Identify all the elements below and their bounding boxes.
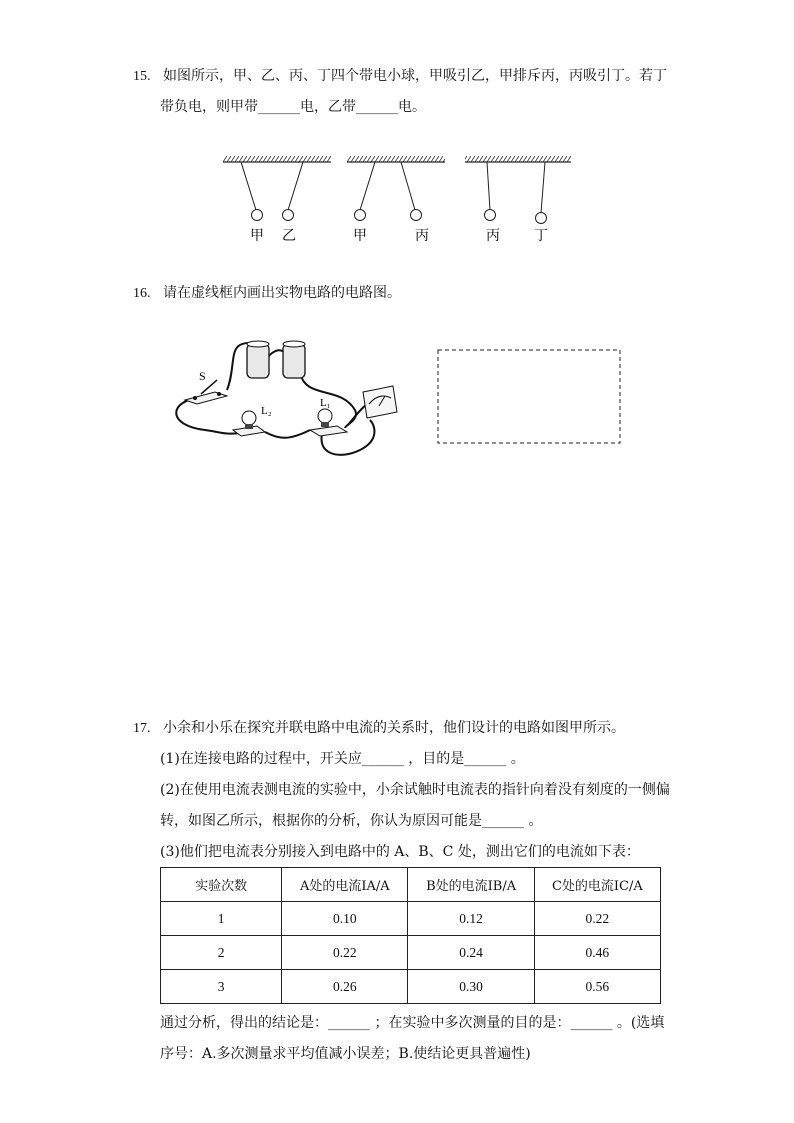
current-table xyxy=(160,867,661,1004)
table-header: A处的电流IA/A xyxy=(282,868,408,902)
table-cell: 0.56 xyxy=(534,970,660,1004)
table-cell: 1 xyxy=(161,902,282,936)
q17-number: 17. xyxy=(133,721,151,736)
label-jia-2: 甲 xyxy=(353,228,367,244)
q15-figure xyxy=(215,150,585,250)
table-row xyxy=(161,936,661,970)
table-row xyxy=(161,970,661,1004)
bulb-l2 xyxy=(242,411,256,425)
table-header-row xyxy=(161,868,661,902)
thread-bing-2 xyxy=(487,162,490,210)
q15-line2: 带负电，则甲带______电，乙带______电。 xyxy=(160,99,426,115)
table-cell: 0.22 xyxy=(282,936,408,970)
table-row xyxy=(161,902,661,936)
table-header: 实验次数 xyxy=(161,868,282,902)
ball-bing-2 xyxy=(485,210,496,221)
label-ding: 丁 xyxy=(534,228,548,244)
q17-line xyxy=(133,718,625,739)
wire xyxy=(176,398,240,434)
q15-line1 xyxy=(133,66,667,87)
ball-bing-1 xyxy=(411,210,422,221)
q17-p2a: (2)在使用电流表测电流的实验中，小余试触时电流表的指针向着没有刻度的一侧偏 xyxy=(160,782,670,798)
bulb-l1-base xyxy=(310,426,347,436)
label-bing-1: 丙 xyxy=(415,228,429,244)
wire xyxy=(265,430,310,438)
thread-ding xyxy=(541,162,545,213)
label-bing-2: 丙 xyxy=(486,228,500,244)
switch-label: S xyxy=(199,369,206,383)
bulb-l1-label: L₁ xyxy=(320,397,331,409)
bulb-l2-label: L₂ xyxy=(261,405,272,417)
q16-line xyxy=(133,283,401,304)
table-cell: 0.22 xyxy=(534,902,660,936)
table-header: C处的电流IC/A xyxy=(534,868,660,902)
q17-conclusion2: 序号：A.多次测量求平均值减小误差；B.使结论更具普遍性) xyxy=(160,1046,531,1062)
thread-bing-1 xyxy=(401,162,415,210)
battery-2 xyxy=(283,344,305,378)
q17-intro: 小余和小乐在探究并联电路中电流的关系时，他们设计的电路如图甲所示。 xyxy=(162,720,625,736)
table-cell: 0.26 xyxy=(282,970,408,1004)
ball-jia-1 xyxy=(252,210,263,221)
q17-p2b: 转，如图乙所示，根据你的分析，你认为原因可能是______ 。 xyxy=(160,813,543,829)
q17-p3: (3)他们把电流表分别接入到电路中的 A、B、C 处，测出它们的电流如下表： xyxy=(160,844,640,860)
bulb-l1 xyxy=(318,409,332,423)
thread-jia-1 xyxy=(241,162,256,210)
q16-text: 请在虚线框内画出实物电路的电路图。 xyxy=(162,285,401,301)
q16-number: 16. xyxy=(133,286,151,301)
ceiling-3 xyxy=(465,156,571,162)
thread-yi xyxy=(288,162,303,210)
ceiling-1 xyxy=(223,156,331,162)
table-cell: 2 xyxy=(161,936,282,970)
q15-text-line1: 如图所示，甲、乙、丙、丁四个带电小球，甲吸引乙，甲排斥丙，丙吸引丁。若丁 xyxy=(162,68,667,84)
ball-jia-2 xyxy=(355,210,366,221)
q17-conclusion1: 通过分析，得出的结论是：______ ；在实验中多次测量的目的是：______ 。(选填 xyxy=(160,1015,665,1031)
table-cell: 0.30 xyxy=(408,970,534,1004)
answer-box-dashed[interactable] xyxy=(437,349,622,445)
table-cell: 0.24 xyxy=(408,936,534,970)
table-cell: 3 xyxy=(161,970,282,1004)
label-jia-1: 甲 xyxy=(250,228,264,244)
ball-yi xyxy=(283,210,294,221)
table-header: B处的电流IB/A xyxy=(408,868,534,902)
ball-ding xyxy=(536,213,547,224)
q15-number: 15. xyxy=(133,69,151,84)
ammeter xyxy=(363,386,397,418)
table-cell: 0.46 xyxy=(534,936,660,970)
label-yi: 乙 xyxy=(282,228,296,244)
table-cell: 0.12 xyxy=(408,902,534,936)
q16-circuit-figure xyxy=(165,330,405,465)
battery-1 xyxy=(247,344,269,378)
ceiling-2 xyxy=(347,156,445,162)
table-cell: 0.10 xyxy=(282,902,408,936)
thread-jia-2 xyxy=(360,162,375,210)
q17-p1: (1)在连接电路的过程中，开关应______ ，目的是______ 。 xyxy=(160,751,525,767)
